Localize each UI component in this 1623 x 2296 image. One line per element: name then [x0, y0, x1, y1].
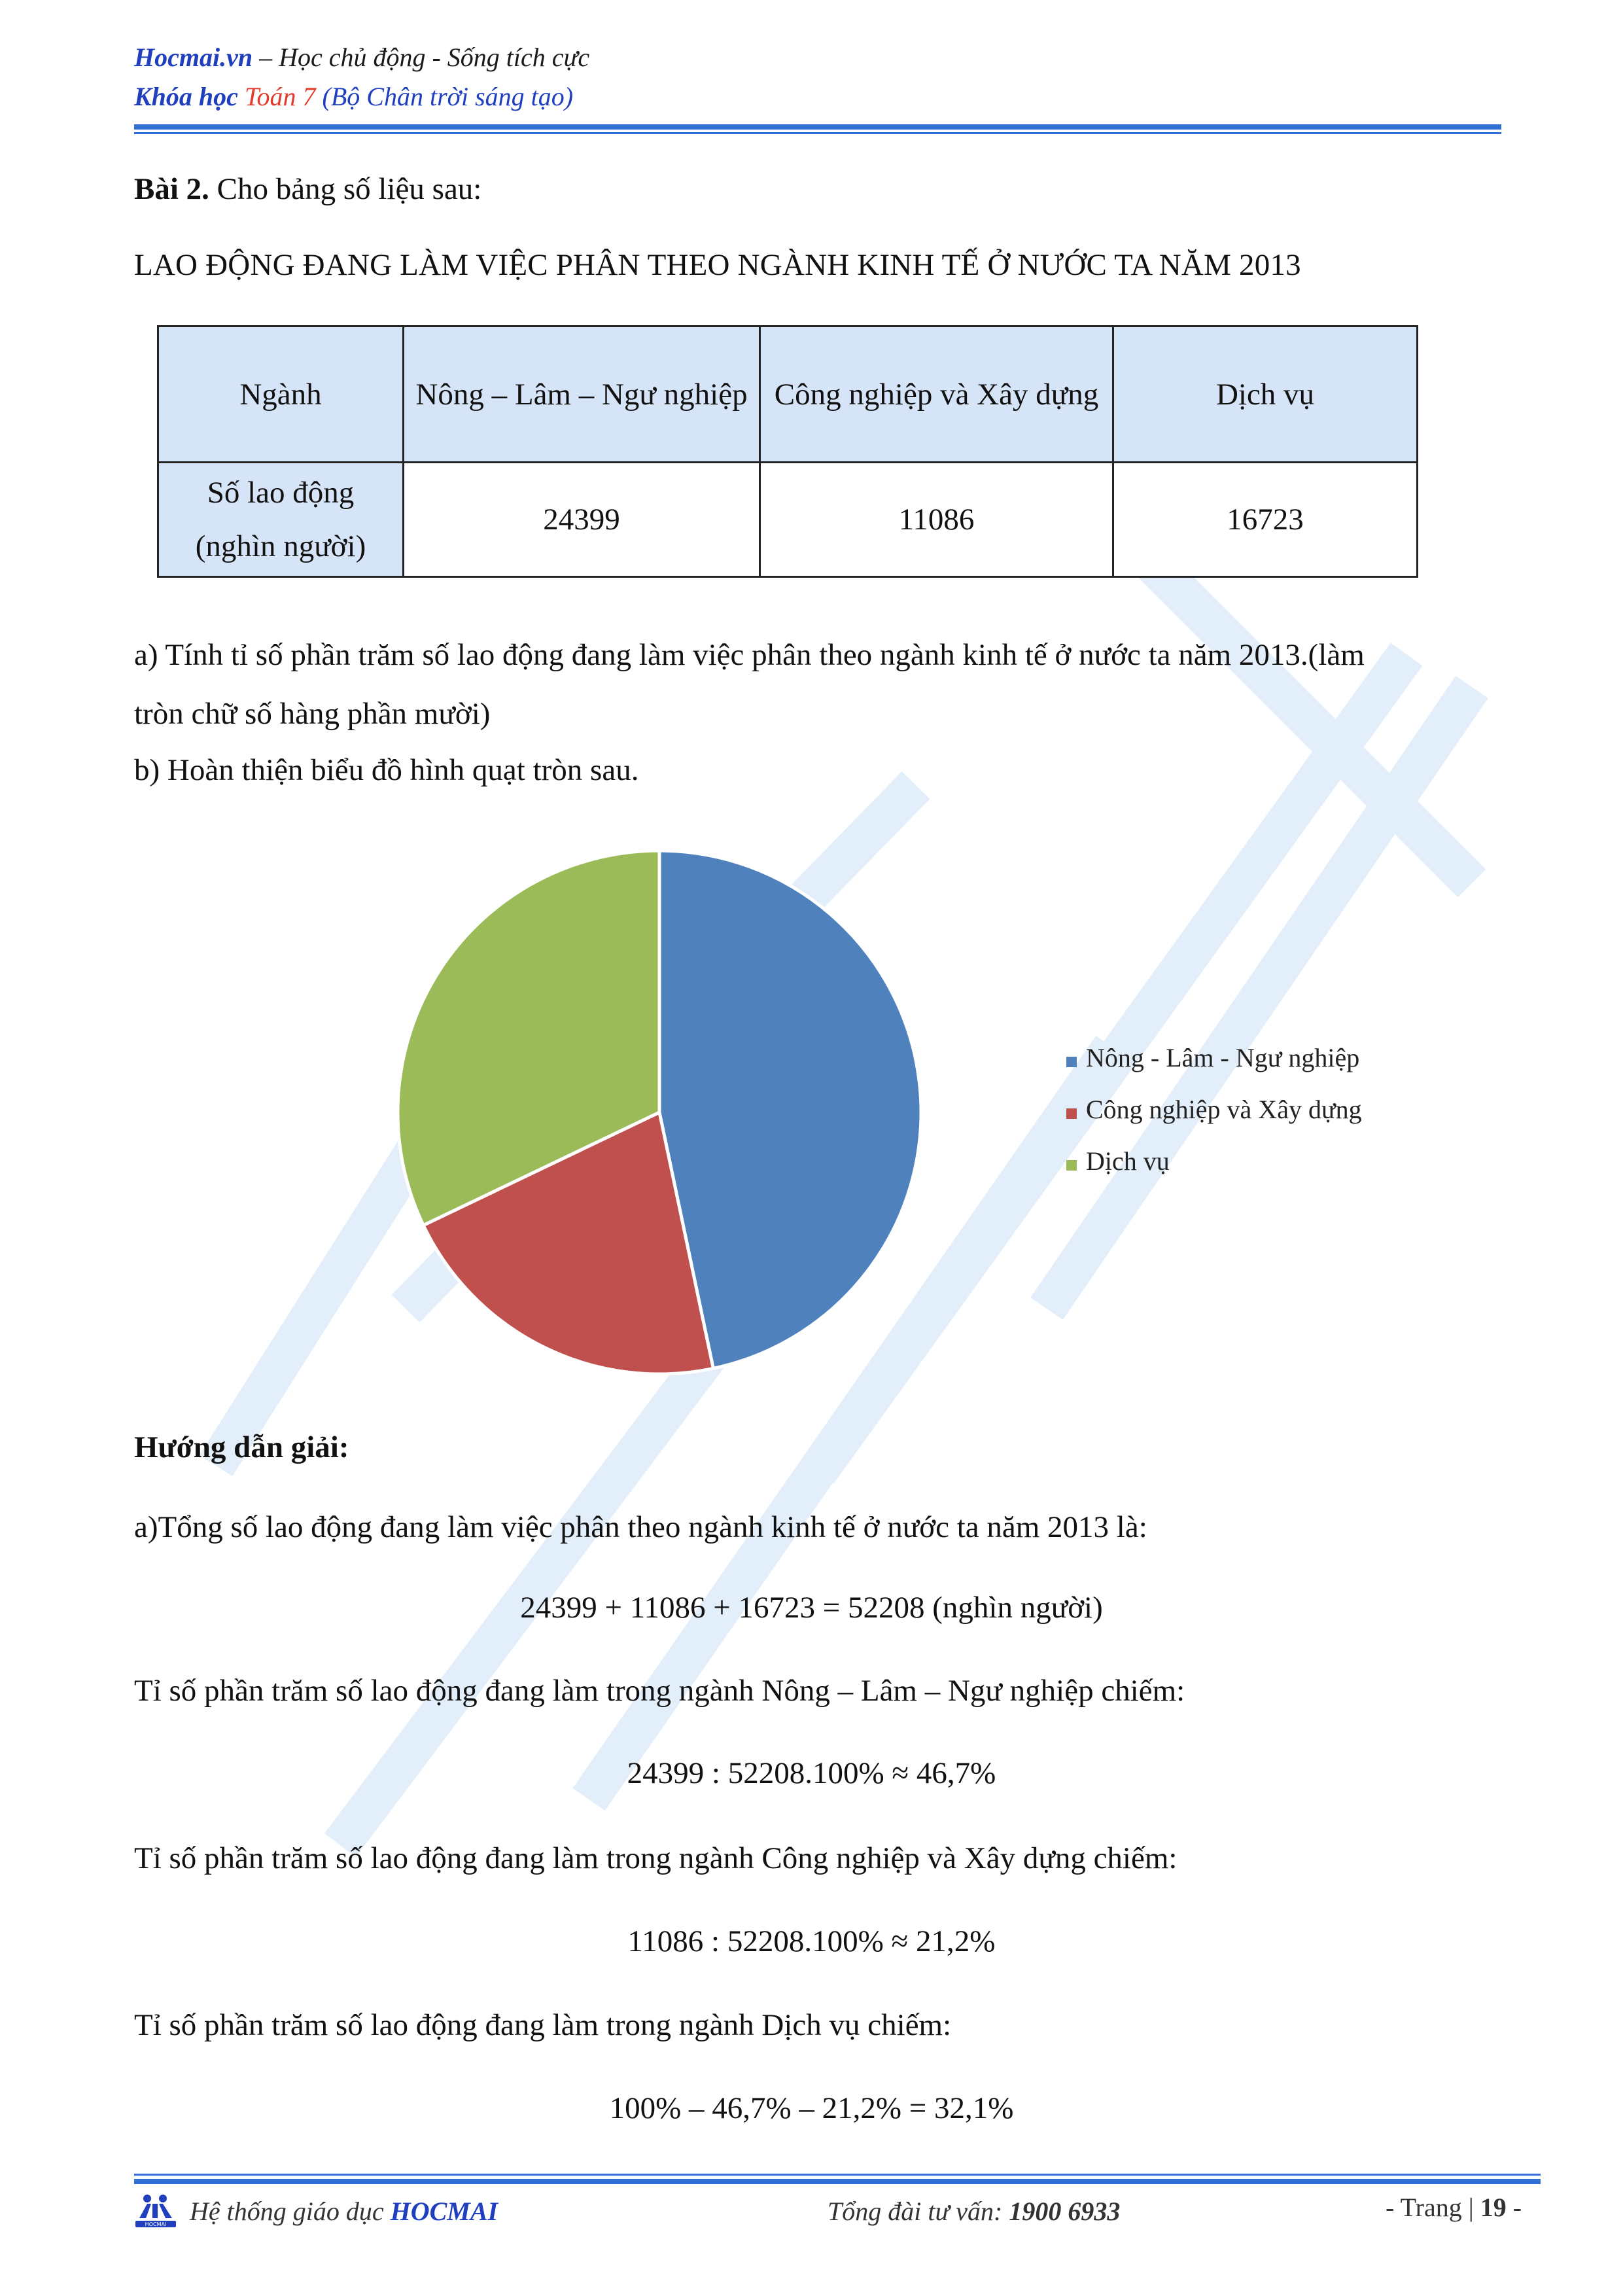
table-header-cell: Dịch vụ [1113, 327, 1418, 463]
table-row-label: Số lao động (nghìn người) [158, 463, 404, 577]
logo-text: HOCMAI [145, 2221, 167, 2227]
course-subject: Toán 7 [244, 82, 316, 111]
legend-marker-1 [1066, 1057, 1077, 1067]
solution-heading: Hướng dẫn giải: [134, 1430, 349, 1464]
header-rule [134, 124, 1501, 130]
table-title: LAO ĐỘNG ĐANG LÀM VIỆC PHÂN THEO NGÀNH KINH TẾ Ở NƯỚC TA NĂM 2013 [134, 248, 1301, 282]
pie-slice-1 [659, 851, 921, 1368]
hocmai-logo-icon [134, 2192, 177, 2231]
legend-label-2: Công nghiệp và Xây dựng [1086, 1095, 1362, 1124]
legend-marker-3 [1066, 1160, 1077, 1171]
solution-eq4: 100% – 46,7% – 21,2% = 32,1% [609, 2091, 1014, 2125]
exercise-label: Bài 2. [134, 172, 209, 206]
solution-line2: Tỉ số phần trăm số lao động đang làm trong ngành Nông – Lâm – Ngư nghiệp chiếm: [134, 1674, 1185, 1708]
solution-line4: Tỉ số phần trăm số lao động đang làm trong ngành Dịch vụ chiếm: [134, 2008, 952, 2042]
footer-hotline-prefix: Tổng đài tư vấn: [828, 2197, 1009, 2226]
page-suffix: - [1506, 2193, 1522, 2222]
table-cell: 24399 [404, 463, 760, 577]
solution-eq2: 24399 : 52208.100% ≈ 46,7% [627, 1756, 996, 1790]
legend-label-3: Dịch vụ [1086, 1146, 1170, 1176]
page-prefix: - Trang | [1386, 2193, 1480, 2222]
footer-hotline-number: 1900 6933 [1009, 2197, 1121, 2226]
question-b: b) Hoàn thiện biểu đồ hình quạt tròn sau. [134, 753, 639, 787]
footer-page-number [1386, 2192, 1522, 2223]
footer-rule-thin [134, 2174, 1541, 2176]
legend-marker-2 [1066, 1108, 1077, 1119]
header-slogan: – Học chủ động - Sống tích cực [253, 43, 590, 72]
footer-rule [134, 2179, 1541, 2184]
labor-table [157, 325, 1418, 578]
exercise-intro-text: Cho bảng số liệu sau: [209, 172, 482, 206]
course-series: (Bộ Chân trời sáng tạo) [315, 82, 574, 111]
footer-system [190, 2196, 498, 2227]
table-header-row [158, 327, 1418, 463]
table-cell: 11086 [760, 463, 1113, 577]
footer-hotline [828, 2196, 1120, 2227]
exercise-intro [134, 171, 481, 207]
header-rule-thin [134, 132, 1501, 134]
header-course-line [134, 81, 573, 112]
header-brand[interactable]: Hocmai.vn [134, 43, 253, 72]
footer-system-prefix: Hệ thống giáo dục [190, 2197, 391, 2226]
table-header-cell: Nông – Lâm – Ngư nghiệp [404, 327, 760, 463]
solution-line3: Tỉ số phần trăm số lao động đang làm trong ngành Công nghiệp và Xây dựng chiếm: [134, 1841, 1178, 1875]
footer-system-brand: HOCMAI [390, 2197, 498, 2226]
solution-line1: a)Tổng số lao động đang làm việc phân theo ngành kinh tế ở nước ta năm 2013 là: [134, 1510, 1147, 1544]
pie-chart [366, 811, 1439, 1413]
table-cell: 16723 [1113, 463, 1418, 577]
question-a-line1: a) Tính tỉ số phần trăm số lao động đang làm việc phân theo ngành kinh tế ở nước ta năm 2013.(làm [134, 638, 1365, 672]
header-slogan-line [134, 42, 589, 73]
solution-eq3: 11086 : 52208.100% ≈ 21,2% [627, 1924, 996, 1958]
table-row [158, 463, 1418, 577]
table-header-cell: Công nghiệp và Xây dựng [760, 327, 1113, 463]
table-header-cell: Ngành [158, 327, 404, 463]
question-a-line2: tròn chữ số hàng phần mười) [134, 697, 491, 731]
legend-label-1: Nông - Lâm - Ngư nghiệp [1086, 1043, 1360, 1072]
solution-eq1: 24399 + 11086 + 16723 = 52208 (nghìn người) [520, 1591, 1103, 1625]
page-number: 19 [1480, 2193, 1507, 2222]
course-prefix: Khóa học [134, 82, 245, 111]
